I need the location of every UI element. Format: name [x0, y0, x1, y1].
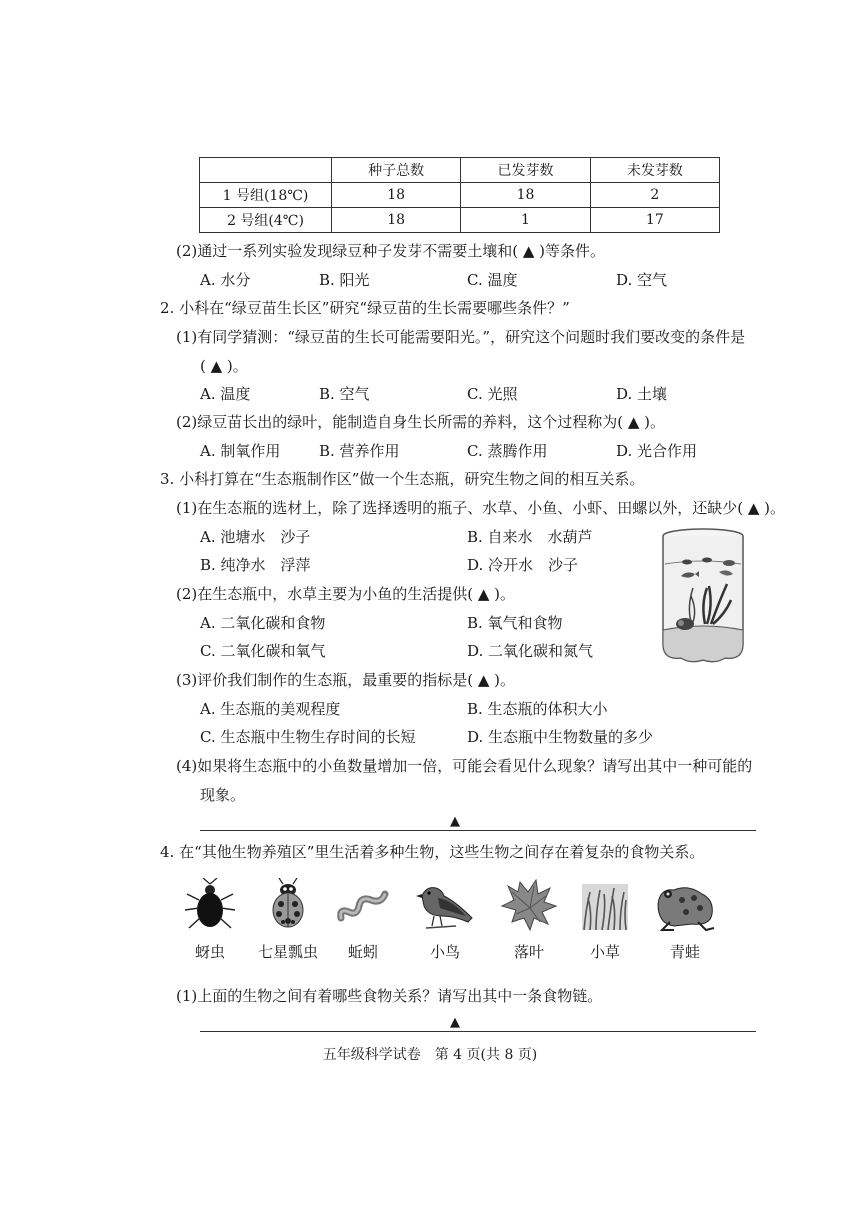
organism-label: 青蛙: [669, 943, 700, 961]
question-3-3-stem: (3)评价我们制作的生态瓶，最重要的指标是( ▲ )。: [176, 671, 516, 689]
option-c: C. 生态瓶中生物生存时间的长短: [200, 728, 416, 746]
table-header-cell: [200, 158, 332, 183]
option-d: D. 生态瓶中生物数量的多少: [467, 728, 654, 746]
table-header-cell: 未发芽数: [590, 158, 719, 183]
question-4-1-stem: (1)上面的生物之间有着哪些食物关系？请写出其中一条食物链。: [176, 987, 603, 1005]
option-a: A. 生态瓶的美观程度: [200, 700, 341, 718]
option-d: D. 土壤: [616, 385, 668, 403]
table-cell: 2: [590, 183, 719, 208]
organism-bird: [410, 878, 480, 961]
option-b: B. 氧气和食物: [467, 614, 563, 632]
option-d: D. 二氧化碳和氮气: [467, 642, 594, 660]
bird-icon: [412, 878, 478, 932]
question-2-1-stem: (1)有同学猜测：“绿豆苗的生长可能需要阳光。”，研究这个问题时我们要改变的条件是: [176, 328, 746, 346]
option-b: B. 阳光: [319, 271, 370, 289]
option-d: D. 空气: [616, 271, 668, 289]
question-2-stem: 2. 小科在“绿豆苗生长区”研究“绿豆苗的生长需要哪些条件？”: [160, 299, 570, 317]
option-b: B. 空气: [319, 385, 370, 403]
option-a: A. 池塘水 沙子: [200, 528, 311, 546]
table-cell: 17: [590, 208, 719, 233]
germination-table: [199, 157, 720, 233]
question-1-2-stem: (2)通过一系列实验发现绿豆种子发芽不需要土壤和( ▲ )等条件。: [176, 242, 606, 260]
answer-marker: ▲: [450, 814, 460, 829]
organism-fallen-leaf: [494, 878, 564, 961]
option-a: A. 二氧化碳和食物: [200, 614, 326, 632]
aphid-icon: [185, 878, 235, 932]
organism-label: 蚜虫: [194, 943, 225, 961]
question-3-4-stem-cont: 现象。: [200, 786, 246, 804]
question-3-2-stem: (2)在生态瓶中，水草主要为小鱼的生活提供( ▲ )。: [176, 585, 516, 603]
organism-ladybug: [253, 878, 323, 961]
table-row: [200, 208, 720, 233]
table-header-cell: 已发芽数: [461, 158, 590, 183]
organism-label: 落叶: [513, 943, 544, 961]
table-cell: 18: [332, 183, 461, 208]
organism-label: 小鸟: [429, 943, 460, 961]
table-cell: 1: [461, 208, 590, 233]
option-d: D. 光合作用: [616, 442, 698, 460]
table-cell: 1 号组(18℃): [200, 183, 332, 208]
question-2-1-blank: ( ▲ )。: [200, 357, 248, 375]
option-b-second: B. 纯净水 浮萍: [200, 556, 311, 574]
grass-icon: [580, 878, 630, 932]
organism-label: 蚯蚓: [347, 943, 378, 961]
answer-line[interactable]: [200, 1031, 756, 1032]
answer-line[interactable]: [200, 830, 756, 831]
option-c: C. 温度: [467, 271, 518, 289]
leaf-icon: [500, 878, 558, 932]
option-a: A. 水分: [200, 271, 251, 289]
option-c: C. 光照: [467, 385, 518, 403]
option-a: A. 制氧作用: [200, 442, 281, 460]
organism-frog: [650, 878, 720, 961]
option-b: B. 营养作用: [319, 442, 400, 460]
question-3-4-stem: (4)如果将生态瓶中的小鱼数量增加一倍，可能会看见什么现象？请写出其中一种可能的: [176, 757, 753, 775]
question-3-1-stem: (1)在生态瓶的选材上，除了选择透明的瓶子、水草、小鱼、小虾、田螺以外，还缺少( ▲ )。: [176, 499, 786, 517]
ladybug-icon: [263, 878, 313, 932]
option-b: B. 自来水 水葫芦: [467, 528, 593, 546]
page-footer: 五年级科学试卷 第 4 页(共 8 页): [322, 1047, 538, 1063]
organism-aphid: [175, 878, 245, 961]
organism-grass: [570, 878, 640, 961]
option-c: C. 二氧化碳和氧气: [200, 642, 326, 660]
organism-label: 七星瓢虫: [257, 943, 318, 961]
option-d: D. 冷开水 沙子: [467, 556, 579, 574]
option-b: B. 生态瓶的体积大小: [467, 700, 608, 718]
organism-label: 小草: [589, 943, 620, 961]
option-c: C. 蒸腾作用: [467, 442, 548, 460]
ecobottle-illustration: [657, 526, 749, 670]
table-cell: 18: [332, 208, 461, 233]
question-3-stem: 3. 小科打算在“生态瓶制作区”做一个生态瓶，研究生物之间的相互关系。: [160, 470, 645, 488]
answer-marker: ▲: [450, 1015, 460, 1030]
table-cell: 2 号组(4℃): [200, 208, 332, 233]
table-cell: 18: [461, 183, 590, 208]
table-header-row: [200, 158, 720, 183]
table-row: [200, 183, 720, 208]
table-header-cell: 种子总数: [332, 158, 461, 183]
option-a: A. 温度: [200, 385, 251, 403]
frog-icon: [652, 878, 718, 932]
question-2-2-stem: (2)绿豆苗长出的绿叶，能制造自身生长所需的养料，这个过程称为( ▲ )。: [176, 413, 666, 431]
organism-earthworm: [328, 878, 398, 961]
question-4-stem: 4. 在“其他生物养殖区”里生活着多种生物，这些生物之间存在着复杂的食物关系。: [160, 843, 705, 861]
earthworm-icon: [335, 878, 391, 932]
